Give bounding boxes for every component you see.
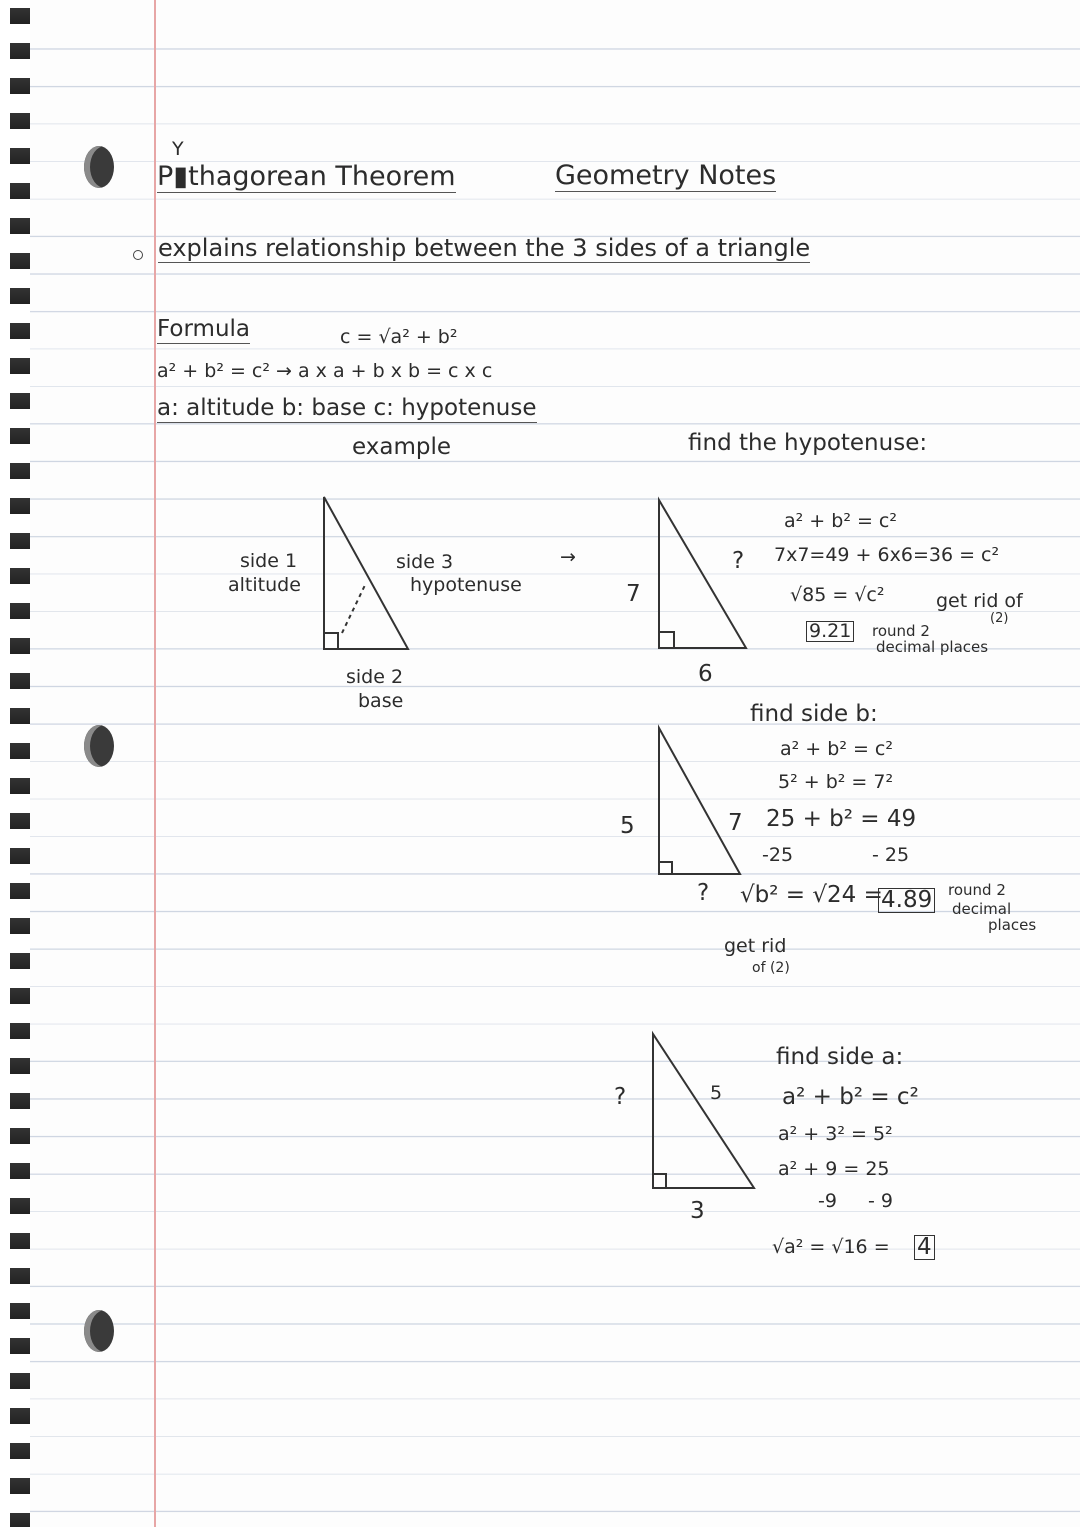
problem2-triangle (654, 724, 754, 880)
problem3-triangle (648, 1030, 758, 1190)
problem2-round3: places (988, 916, 1037, 934)
problem1-heading: find the hypotenuse: (688, 430, 928, 456)
side1-label: side 1 (240, 550, 298, 572)
punch-hole (84, 146, 114, 188)
problem3-hyp: 5 (710, 1082, 723, 1104)
formula-label: Formula (157, 316, 250, 342)
problem1-round2: decimal places (876, 638, 989, 656)
problem2-answer: 4.89 (878, 888, 935, 913)
problem2-round2: decimal (952, 900, 1012, 918)
problem2-step4a: -25 (762, 844, 794, 866)
problem2-step4b: - 25 (872, 844, 910, 866)
problem1-answer: 9.21 (806, 621, 854, 642)
problem2-note2: of (2) (752, 960, 790, 976)
margin-line (154, 0, 156, 1527)
punch-hole (84, 725, 114, 767)
page-title: P▮thagorean Theorem (157, 161, 456, 192)
problem3-step4a: -9 (818, 1190, 837, 1212)
formula-legend: a: altitude b: base c: hypotenuse (157, 395, 537, 421)
problem1-side-b: 6 (698, 661, 713, 687)
side1-name: altitude (228, 574, 301, 596)
side2-label: side 2 (346, 666, 404, 688)
problem3-answer: 4 (914, 1235, 935, 1260)
problem3-side-a: ? (614, 1084, 627, 1110)
problem1-round: round 2 (872, 622, 930, 640)
title-correction: Y (172, 138, 184, 160)
problem1-step3: √85 = √c² (790, 584, 885, 606)
problem2-step5: √b² = √24 = (740, 882, 883, 908)
problem2-side-b: ? (697, 880, 710, 906)
spiral-binding (0, 0, 30, 1527)
bullet-icon (133, 250, 143, 260)
example-triangle (318, 493, 418, 655)
problem3-heading: find side a: (776, 1044, 904, 1070)
problem3-step1: a² + b² = c² (782, 1084, 919, 1110)
punch-hole (84, 1310, 114, 1352)
side3-label: side 3 (396, 551, 454, 573)
problem1-step2: 7x7=49 + 6x6=36 = c² (774, 544, 1000, 566)
problem1-triangle (654, 496, 754, 656)
problem3-step5: √a² = √16 = (772, 1236, 890, 1258)
problem1-side-a: 7 (626, 581, 641, 607)
side2-name: base (358, 690, 404, 712)
problem3-step2: a² + 3² = 5² (778, 1123, 893, 1145)
problem2-step3: 25 + b² = 49 (766, 806, 917, 832)
problem2-side-a: 5 (620, 813, 635, 839)
problem2-note: get rid (724, 935, 787, 957)
problem1-note: get rid of (936, 590, 1023, 612)
formula-main: a² + b² = c² → a x a + b x b = c x c (157, 360, 493, 382)
problem2-heading: find side b: (750, 701, 878, 727)
problem3-step3: a² + 9 = 25 (778, 1158, 890, 1180)
formula-c: c = √a² + b² (340, 326, 458, 348)
problem2-hyp: 7 (728, 810, 743, 836)
problem3-step4b: - 9 (868, 1190, 893, 1212)
problem2-step1: a² + b² = c² (780, 738, 893, 760)
example-heading: example (352, 434, 451, 460)
side3-name: hypotenuse (410, 574, 522, 596)
problem3-side-b: 3 (690, 1198, 705, 1224)
intro-text: explains relationship between the 3 sides of a triangle (158, 234, 811, 262)
problem1-step1: a² + b² = c² (784, 510, 897, 532)
subject-title: Geometry Notes (555, 160, 777, 191)
problem1-hyp: ? (732, 548, 745, 574)
arrow-icon: → (560, 546, 576, 568)
problem2-round: round 2 (948, 881, 1006, 899)
problem1-note2: (2) (990, 611, 1009, 626)
problem2-step2: 5² + b² = 7² (778, 771, 894, 793)
